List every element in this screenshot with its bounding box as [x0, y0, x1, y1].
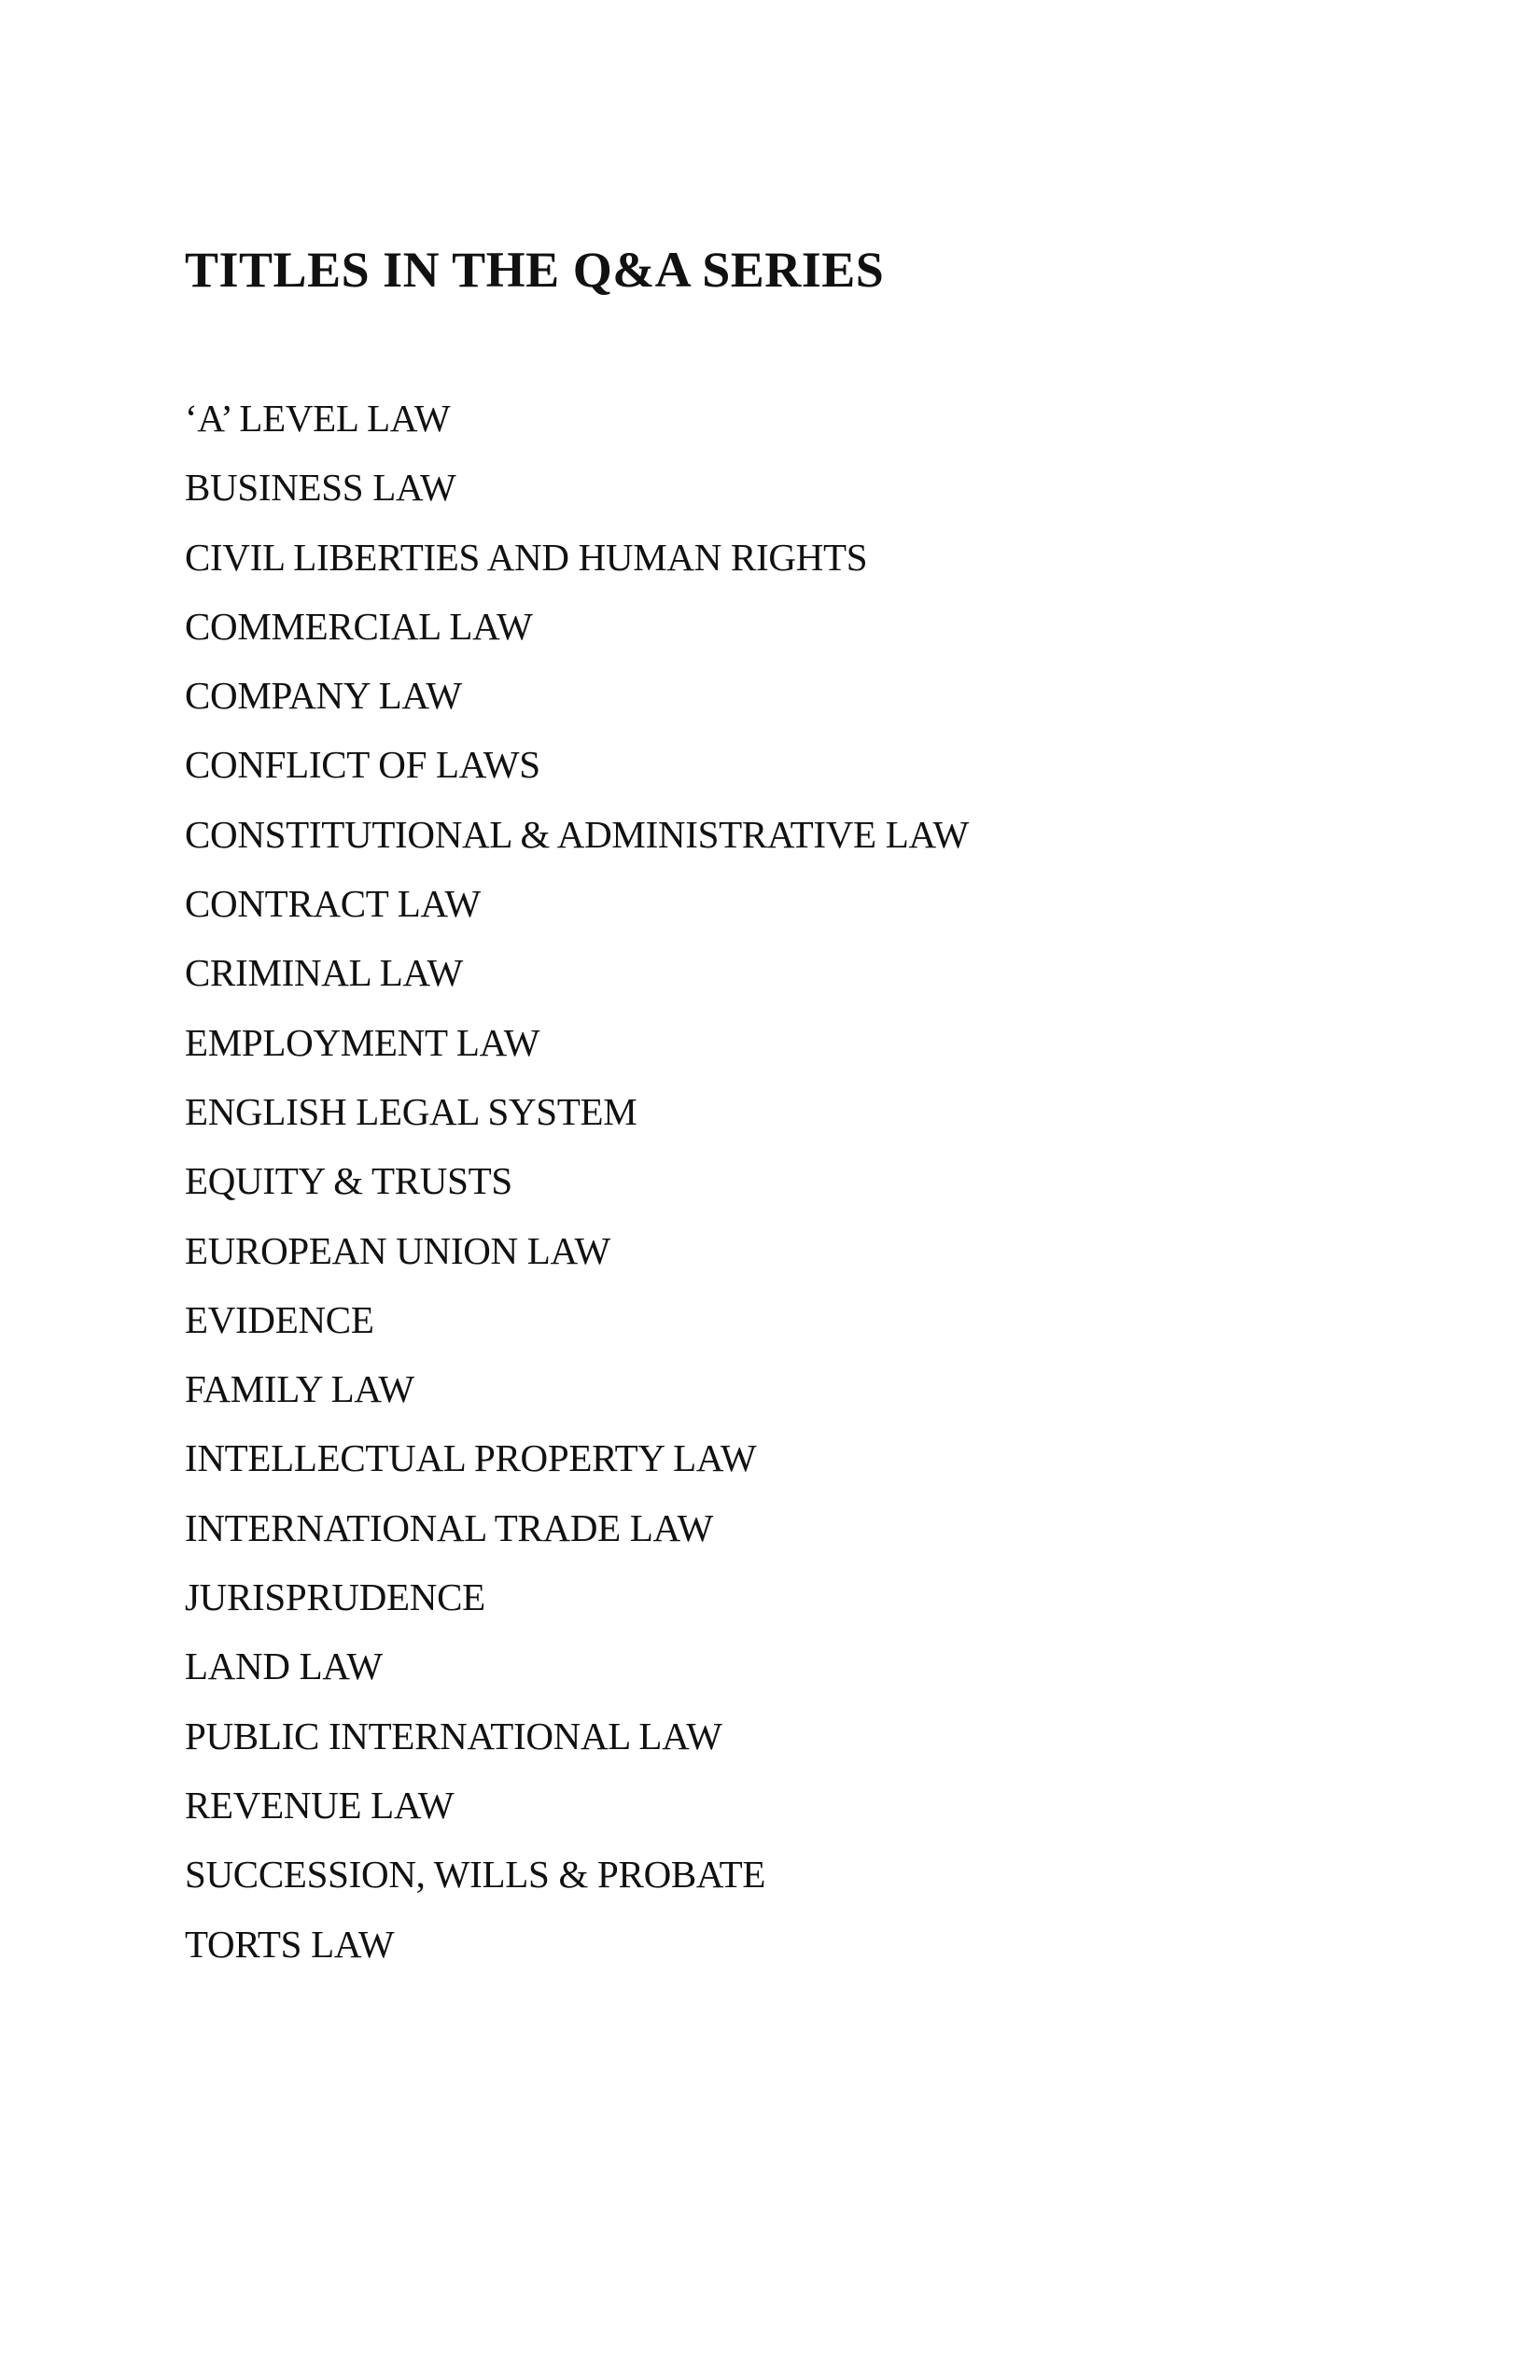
title-item: EVIDENCE	[185, 1297, 374, 1341]
title-item: INTELLECTUAL PROPERTY LAW	[185, 1436, 757, 1480]
title-item: FAMILY LAW	[185, 1367, 414, 1411]
title-item: COMMERCIAL LAW	[185, 604, 533, 648]
title-item: CIVIL LIBERTIES AND HUMAN RIGHTS	[185, 535, 868, 579]
title-item: CRIMINAL LAW	[185, 951, 463, 995]
title-item: EUROPEAN UNION LAW	[185, 1228, 610, 1272]
title-item: SUCCESSION, WILLS & PROBATE	[185, 1853, 766, 1897]
title-item: REVENUE LAW	[185, 1783, 455, 1827]
title-item: EQUITY & TRUSTS	[185, 1159, 512, 1203]
title-item: CONFLICT OF LAWS	[185, 743, 540, 787]
title-item: CONSTITUTIONAL & ADMINISTRATIVE LAW	[185, 812, 969, 856]
series-title: TITLES IN THE Q&A SERIES	[185, 242, 885, 298]
title-item: JURISPRUDENCE	[185, 1575, 485, 1619]
titles-list	[185, 392, 969, 1987]
title-item: BUSINESS LAW	[185, 466, 456, 510]
title-item: COMPANY LAW	[185, 674, 462, 718]
title-item: TORTS LAW	[185, 1922, 395, 1966]
title-item: INTERNATIONAL TRADE LAW	[185, 1505, 713, 1549]
title-item: CONTRACT LAW	[185, 882, 481, 926]
title-item: ‘A’ LEVEL LAW	[185, 397, 451, 440]
title-item: PUBLIC INTERNATIONAL LAW	[185, 1714, 722, 1757]
title-item: LAND LAW	[185, 1645, 383, 1688]
title-item: EMPLOYMENT LAW	[185, 1020, 540, 1064]
title-item: ENGLISH LEGAL SYSTEM	[185, 1089, 637, 1133]
